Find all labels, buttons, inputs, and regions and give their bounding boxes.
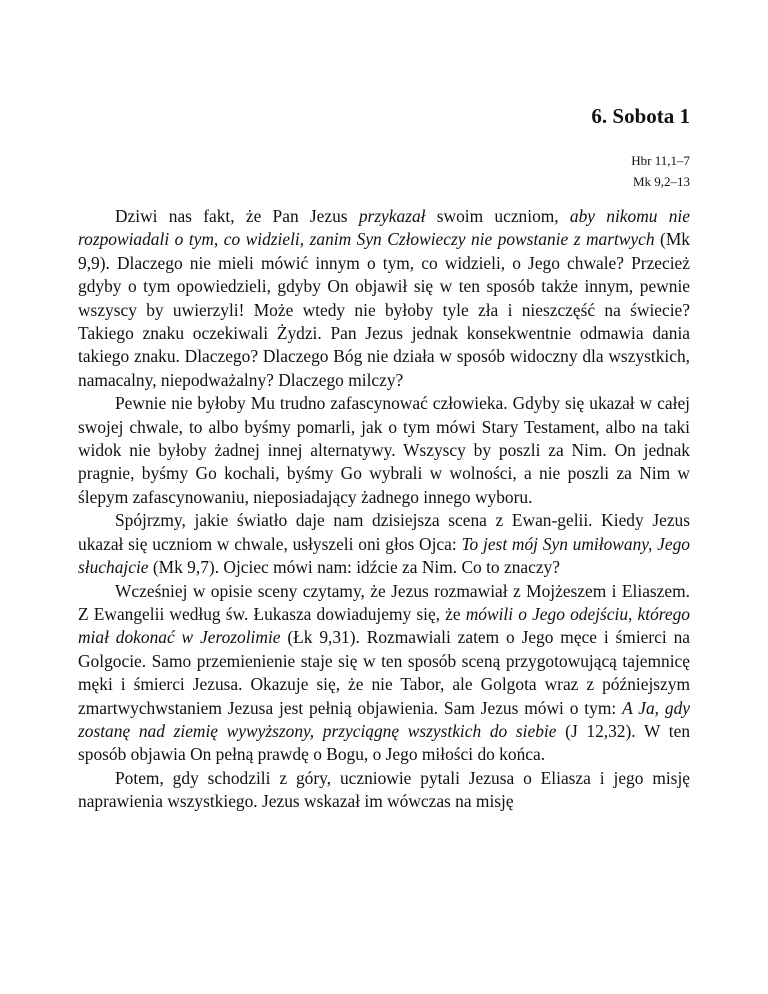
quotation-text: To jest mój Syn umiłowany, Jego słuchajcie: [78, 533, 690, 578]
paragraph-text: Dziwi nas fakt, że Pan Jezus: [115, 206, 359, 226]
scripture-references: [631, 150, 690, 192]
paragraph-text: swoim uczniom: [425, 206, 555, 226]
paragraph-text: (Mk 9,7). Ojciec mówi nam: idźcie za Nim. Co to znaczy?: [148, 557, 560, 578]
reference-first-reading: Hbr 11,1–7: [631, 153, 690, 168]
paragraph-text: (Łk 9,31). Rozmawiali zatem o Jego męce i śmierci na Golgocie. Samo przemienienie staje się w ten sposób sceną przygotowującą tajemnicę męki i śmierci Jezusa. Okazuje się, że nie Tabor, ale Golgota wraz z późniejszym zmartwychwstaniem Jezusa jest pełnią objawienia. Sam Jezus mówi o tym:: [78, 627, 690, 718]
quotation-text: A Ja, gdy zostanę nad ziemię wywyższony, przyciągnę wszystkich do siebie: [78, 697, 690, 741]
paragraph: [78, 580, 690, 767]
paragraph-text: Spójrzmy, jakie światło daje nam dzisiejsza scena z Ewan-gelii. Kiedy Jezus ukazał się uczniom w chwale, usłyszeli oni głos Ojca:: [78, 510, 690, 554]
paragraph: [78, 767, 690, 814]
quotation-text: mówili o Jego odejściu, którego miał dokonać w Jerozolimie: [78, 603, 690, 648]
paragraph: [78, 205, 690, 392]
paragraph: [78, 392, 690, 509]
paragraph-text: (J 12,32). W ten sposób objawia On pełną prawdę o Bogu, o Jego miłości do końca.: [78, 720, 691, 765]
body-text: [78, 205, 690, 814]
reference-gospel: Mk 9,2–13: [632, 174, 690, 189]
paragraph-text: Wcześniej w opisie sceny czytamy, że Jezus rozmawiał z Mojżeszem i Eliaszem. Z Ewangelii według św. Łukasza dowiadujemy się, że: [78, 580, 690, 624]
paragraph: [78, 509, 690, 579]
paragraph-text: Pewnie nie byłoby Mu trudno zafascynować człowieka. Gdyby się ukazał w całej swojej chwale, to albo byśmy pomarli, jak o tym mówi Stary Testament, albo na taki widok nie byłoby żadnej innej alternatywy. Wszyscy by poszli za Nim. On jednak pragnie, byśmy Go kochali, byśmy Go wybrali w wolności, a nie poszli za Nim w ślepym zafascynowaniu, nieposiadający żadnego innego wyboru.: [78, 393, 690, 507]
paragraph-text: (Mk 9,9). Dlaczego nie mieli mówić innym o tym, co widzieli, o Jego chwale? Przecież gdyby o tym opowiedzieli, gdyby On objawił się w ten sposób także innym, pewnie wszyscy by uwierzyli! Może wtedy nie byłoby tyle zła i nieszczęść na świecie? Takiego znaku oczekiwali Żydzi. Pan Jezus jednak konsekwentnie odmawia dania takiego znaku. Dlaczego? Dlaczego Bóg nie działa w sposób widoczny dla wszystkich, namacalny, niepodważalny? Dlaczego milczy?: [78, 229, 690, 390]
quotation-text: przykazał: [358, 206, 426, 226]
page-title: 6. Sobota 1: [591, 104, 690, 128]
quotation-text: , aby nikomu nie rozpowiadali o tym, co widzieli, zanim Syn Człowieczy nie powstanie z martwych: [78, 206, 690, 250]
paragraph-text: Potem, gdy schodzili z góry, uczniowie pytali Jezusa o Eliasza i jego misję naprawienia wszystkiego. Jezus wskazał im wówczas na misję: [78, 767, 690, 812]
